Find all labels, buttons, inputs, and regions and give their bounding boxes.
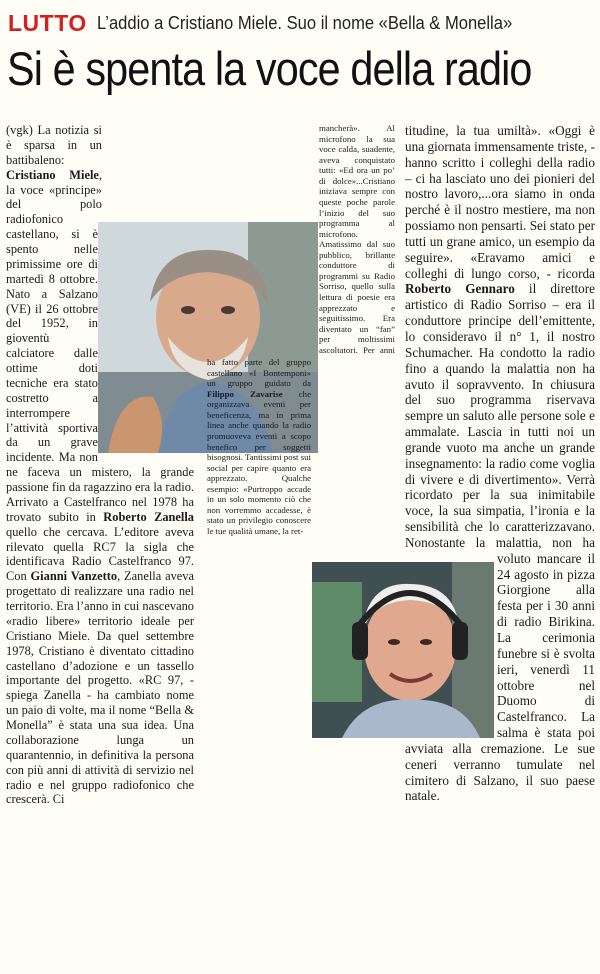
col1-text-c: quello che cercava. L’editore aveva rilevato quella RC7 la sigla che identificava Radio Castelfranco 97. Con (6, 524, 194, 584)
article-column-3 (405, 123, 595, 804)
photo1-spacer-c2 (207, 123, 319, 357)
name-filippo-zavarise: Filippo Zavarise (207, 388, 283, 399)
col1-text-a: (vgk) La notizia si è sparsa in un battibaleno: (6, 123, 102, 167)
section-label: LUTTO (8, 9, 87, 36)
kicker-row (8, 6, 596, 40)
headline: Si è spenta la voce della radio (7, 42, 532, 95)
col3-text-a: titudine, la tua umiltà». «Oggi è una giornata immensamente triste, - hanno scritto i colleghi della radio – ci ha lasciato uno dei pionieri del nostro lavoro,...ora siamo in onda perché è il nostro mestiere, ma non possiamo non pensarti. Sei stato per tutti un grane amico, un esempio da seguire». «Eravamo amici e colleghi di lungo corso, - ricorda (405, 123, 595, 281)
photo1-spacer-top (102, 123, 194, 221)
col1-text-d: , Zanella aveva progettato di realizzare una radio nel territorio. Era l’anno in cui nascevano «radio libere» territorio ideale per Cristiano Miele. Da quel settembre 1978, Cristiano è diventato cittadino castellano d’adozione e un tassello importante del progetto. «RC 97, - spiega Zanella - ha cambiato nome un paio di volte, ma il nome “Bella & Monella” è stata una sua idea. Una collaborazione lunga un quarantennio, in definitiva la persona con più anni di attività di servizio nel radio e nel gruppo radiofonico che crescerà. Ci (6, 569, 194, 807)
name-gianni-vanzetto: Gianni Vanzetto (30, 569, 118, 584)
col2-text-b: che organizzava eventi per beneficenza, ma in prima linea anche quando la radio promuoveva eventi a scopo benefico per soggetti bisognosi. Tantissimi post sui social per capire quanto era apprezzato. Qualche esempio: «Purtroppo accade in un solo momento ciò che non vorremmo accadesse, è stato un privilegio conoscere le tue qualità umane, la ret- (207, 388, 311, 536)
article-column-1 (6, 123, 194, 807)
article-column-2 (207, 123, 395, 974)
photo2-spacer-c3 (405, 564, 497, 740)
kicker: L’addio a Cristiano Miele. Suo il nome «Bella & Monella» (96, 12, 512, 33)
photo1-spacer (98, 221, 194, 455)
col3-text-b: il direttore artistico di Radio Sorriso – era il conduttore principe dell’emittente, lo consideravo il n° 1, il nostro Schumacher. Ha condotto la radio fino a quando la malattia non ha avuto il sopravvento. In chiusura del suo programma riservava sempre un saluto alle persone sole e ammalate. Lascia in tutti noi un grande vuoto ma anche un grande insegnamento: la radio come voglia di vivere e di divertimento». Verrà ricordato per la sua inimitabile voce, la sua simpatia, l’ironia e la sensibilità che lo caratterizzavano. Nonostante la malattia, non ha voluto mancare il 24 agosto in pizza Giorgione alla festa per i 30 anni di radio Birikina. La cerimonia funebre si è svolta ieri, venerdì 11 ottobre nel Duomo di Castelfranco. La salma è stata poi avviata alla cremazione. Le sue ceneri verranno tumulate nel cimitero di Salzano, il suo paese natale. (405, 281, 596, 804)
name-roberto-zanella: Roberto Zanella (103, 509, 195, 524)
photo2-spacer-c2 (311, 798, 395, 974)
name-cristiano-miele: Cristiano Miele (6, 167, 99, 182)
col1-text-b: , la voce «principe» del polo radiofonico castellano, si è spento nelle primissime ore di martedì 8 ottobre. Nato a Salzano (VE) il 26 ottobre del 1952, in gioventù calciatore dalle ottime doti tecniche era stato costretto a interrompere l’attività sportiva da un grave incidente. Ma non ne faceva un mistero, la grande passione fin da ragazzino era la radio. Arrivato a Castelfranco nel 1978 ha trovato subito in (6, 167, 194, 524)
name-roberto-gennaro: Roberto Gennaro (405, 281, 515, 297)
col2-text-a: mancherà». Al microfono la sua voce calda, suadente, aveva conquistato tutti: «Ed ora un po’ di dolce»...Cristiano iniziava sempre con queste poche parole l’inizio del suo programma al microfono. Amatissimo dal suo pubblico, brillante conduttore di programmi su Radio Sorriso, quello sulla lettura di poesie era apprezzato e seguitissimo. Era diventato un “fan” per moltissimi ascoltatori. Per anni ha fatto parte del gruppo castellano «I Bontemponi» un gruppo guidato da (207, 123, 395, 389)
